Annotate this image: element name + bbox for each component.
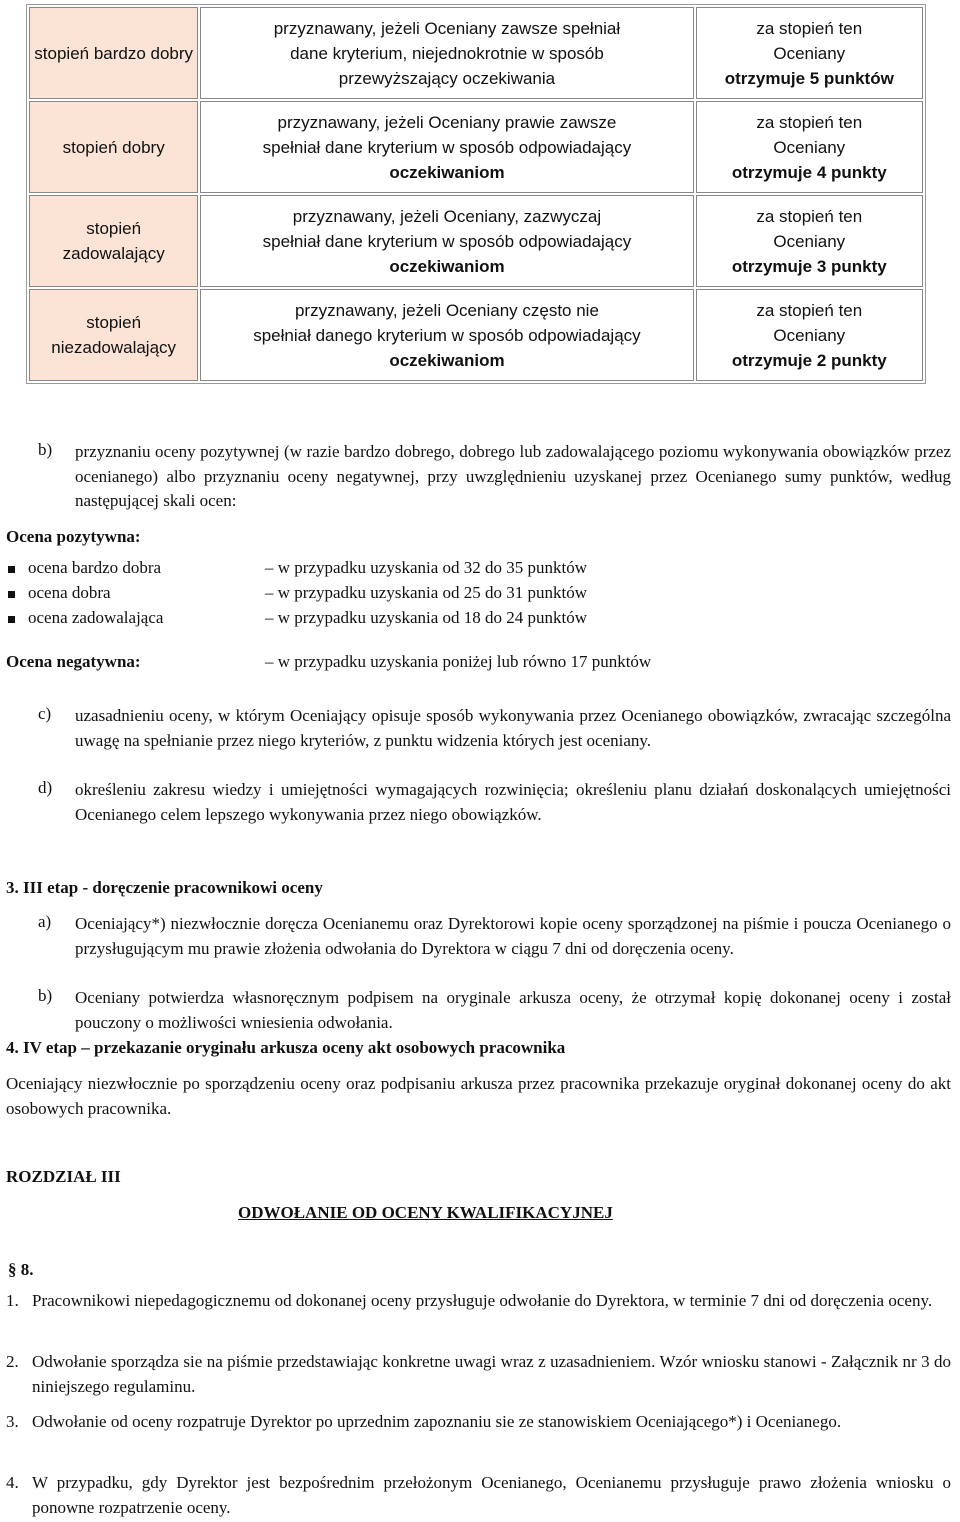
scale-item-label bbox=[8, 556, 161, 580]
grade-name: stopień bardzo dobry bbox=[29, 7, 198, 99]
stage3-heading: 3. III etap - doręczenie pracownikowi oceny bbox=[6, 878, 323, 897]
scale-item-range-text: w przypadku uzyskania od 25 do 31 punktów bbox=[277, 583, 588, 602]
grade-row bbox=[29, 7, 923, 99]
stage4-text: Oceniający niezwłocznie po sporządzeniu oceny oraz podpisaniu arkusza przez pracownika przekazuje oryginał dokonanej oceny do akt osobowych pracownika. bbox=[6, 1074, 951, 1118]
point-text: Pracownikowi niepedagogicznemu od dokonanej oceny przysługuje odwołanie do Dyrektora, w terminie 7 dni od doręczenia oceny. bbox=[32, 1291, 933, 1310]
stage4-heading: 4. IV etap – przekazanie oryginału arkusza oceny akt osobowych pracownika bbox=[6, 1038, 566, 1057]
grade-description bbox=[200, 195, 693, 287]
grade-points-line: Oceniany bbox=[773, 43, 846, 63]
grade-description-line: przyznawany, jeżeli Oceniany, zazwyczaj bbox=[292, 206, 602, 226]
scale-item-text: ocena zadowalająca bbox=[28, 608, 164, 627]
grade-points bbox=[696, 7, 923, 99]
grade-description-line: przyznawany, jeżeli Oceniany prawie zawsze bbox=[277, 112, 617, 132]
point-text: Odwołanie sporządza sie na piśmie przedstawiając konkretne uwagi wraz z uzasadnieniem. Wzór wniosku stanowi - Załącznik nr 3 do niniejszego regulaminu. bbox=[32, 1352, 951, 1396]
grade-points-line: za stopień ten bbox=[756, 206, 863, 226]
grade-description-line: przewyższający oczekiwania bbox=[338, 68, 556, 88]
grade-name: stopień niezadowalający bbox=[29, 289, 198, 381]
grade-points-line: za stopień ten bbox=[756, 112, 863, 132]
grade-description-line: przyznawany, jeżeli Oceniany zawsze spełniał bbox=[273, 18, 621, 38]
grade-points bbox=[696, 195, 923, 287]
grade-points-line: za stopień ten bbox=[756, 300, 863, 320]
stage3-a-text: Oceniający*) niezwłocznie doręcza Ocenianemu oraz Dyrektorowi kopie oceny sporządzonej na piśmie i poucza Ocenianego o przysługującym mu prawie złożenia odwołania do Dyrektora w ciągu 7 dni od doręczenia oceny. bbox=[75, 914, 951, 958]
item-b-marker: b) bbox=[38, 440, 53, 459]
scale-item-range: – w przypadku uzyskania od 25 do 31 punktów bbox=[265, 583, 588, 602]
negative-range: – w przypadku uzyskania poniżej lub równo 17 punktów bbox=[265, 652, 652, 671]
item-d-marker: d) bbox=[38, 778, 53, 797]
grade-points-line: Oceniany bbox=[773, 137, 846, 157]
grade-description-line: spełniał dane kryterium w sposób odpowiadający bbox=[262, 137, 632, 157]
grade-description-line: spełniał danego kryterium w sposób odpowiadający bbox=[253, 325, 641, 345]
scale-item-label bbox=[8, 581, 111, 605]
scale-item-label bbox=[8, 606, 163, 630]
scale-item-range-text: w przypadku uzyskania od 18 do 24 punktów bbox=[277, 608, 588, 627]
scale-item-range-text: w przypadku uzyskania od 32 do 35 punktów bbox=[277, 558, 588, 577]
item-c-text: uzasadnieniu oceny, w którym Oceniający opisuje sposób wykonywania przez Ocenianego obowiązków, zwracając szczególna uwagę na spełnianie przez niego kryteriów, z punktu widzenia których jest oceniany. bbox=[75, 706, 951, 750]
grade-description bbox=[200, 7, 693, 99]
negative-label: Ocena negatywna: bbox=[6, 652, 141, 671]
bullet-square-icon bbox=[8, 591, 15, 598]
point-number: 3. bbox=[6, 1412, 19, 1431]
grade-scale-table bbox=[26, 4, 926, 384]
scale-item-range: – w przypadku uzyskania od 32 do 35 punktów bbox=[265, 558, 588, 577]
bullet-square-icon bbox=[8, 616, 15, 623]
grade-description-line: przyznawany, jeżeli Oceniany często nie bbox=[294, 300, 599, 320]
item-d-text: określeniu zakresu wiedzy i umiejętności wymagających rozwinięcia; określeniu planu działań doskonalących umiejętności Ocenianego celem lepszego wykonywania przez niego obowiązków. bbox=[75, 780, 951, 824]
grade-description-line: spełniał dane kryterium w sposób odpowiadający bbox=[262, 231, 632, 251]
grade-description-line: oczekiwaniom bbox=[389, 256, 505, 276]
point-number: 4. bbox=[6, 1473, 19, 1492]
grade-description bbox=[200, 101, 693, 193]
grade-name: stopień dobry bbox=[29, 101, 198, 193]
grade-points-line: Oceniany bbox=[773, 325, 846, 345]
grade-points-line: otrzymuje 4 punkty bbox=[731, 162, 887, 182]
point-text: W przypadku, gdy Dyrektor jest bezpośrednim przełożonym Ocenianego, Ocenianemu przysługuje prawo złożenia wniosku o ponowne rozpatrzenie oceny. bbox=[32, 1473, 951, 1517]
scale-item-range: – w przypadku uzyskania od 18 do 24 punktów bbox=[265, 608, 588, 627]
chapter-heading: ROZDZIAŁ III bbox=[6, 1167, 121, 1186]
grade-description-line: oczekiwaniom bbox=[389, 162, 505, 182]
grade-description-line: dane kryterium, niejednokrotnie w sposób bbox=[290, 43, 604, 63]
stage3-b-marker: b) bbox=[38, 986, 53, 1005]
item-c-marker: c) bbox=[38, 704, 52, 723]
grade-name: stopień zadowalający bbox=[29, 195, 198, 287]
grade-row bbox=[29, 195, 923, 287]
grade-row bbox=[29, 289, 923, 381]
grade-points-line: otrzymuje 5 punktów bbox=[724, 68, 894, 88]
point-text: Odwołanie od oceny rozpatruje Dyrektor po uprzednim zapoznaniu sie ze stanowiskiem Oceniającego*) i Ocenianego. bbox=[32, 1412, 842, 1431]
grade-points-line: otrzymuje 3 punkty bbox=[731, 256, 887, 276]
point-number: 1. bbox=[6, 1291, 19, 1310]
grade-description bbox=[200, 289, 693, 381]
grade-description-line: oczekiwaniom bbox=[389, 350, 505, 370]
section-number: § 8. bbox=[8, 1260, 34, 1279]
grade-points bbox=[696, 101, 923, 193]
grade-points-line: za stopień ten bbox=[756, 18, 863, 38]
scale-item-text: ocena dobra bbox=[28, 583, 111, 602]
scale-item-text: ocena bardzo dobra bbox=[28, 558, 162, 577]
chapter-title: ODWOŁANIE OD OCENY KWALIFIKACYJNEJ bbox=[238, 1203, 613, 1222]
stage3-b-text: Oceniany potwierdza własnoręcznym podpisem na oryginale arkusza oceny, że otrzymał kopię dokonanej oceny i został pouczony o możliwości wniesienia odwołania. bbox=[75, 988, 951, 1032]
grade-points-line: Oceniany bbox=[773, 231, 846, 251]
item-b-text: przyznaniu oceny pozytywnej (w razie bardzo dobrego, dobrego lub zadowalającego poziomu wykonywania obowiązków przez ocenianego) albo przyznaniu oceny negatywnej, przy uwzględnieniu uzyskanej przez Ocenianego sumy punktów, według następującej skali ocen: bbox=[75, 442, 951, 510]
grade-row bbox=[29, 101, 923, 193]
point-number: 2. bbox=[6, 1352, 19, 1371]
stage3-a-marker: a) bbox=[38, 912, 52, 931]
grade-points bbox=[696, 289, 923, 381]
bullet-square-icon bbox=[8, 566, 15, 573]
grade-points-line: otrzymuje 2 punkty bbox=[731, 350, 887, 370]
positive-heading: Ocena pozytywna: bbox=[6, 527, 141, 546]
